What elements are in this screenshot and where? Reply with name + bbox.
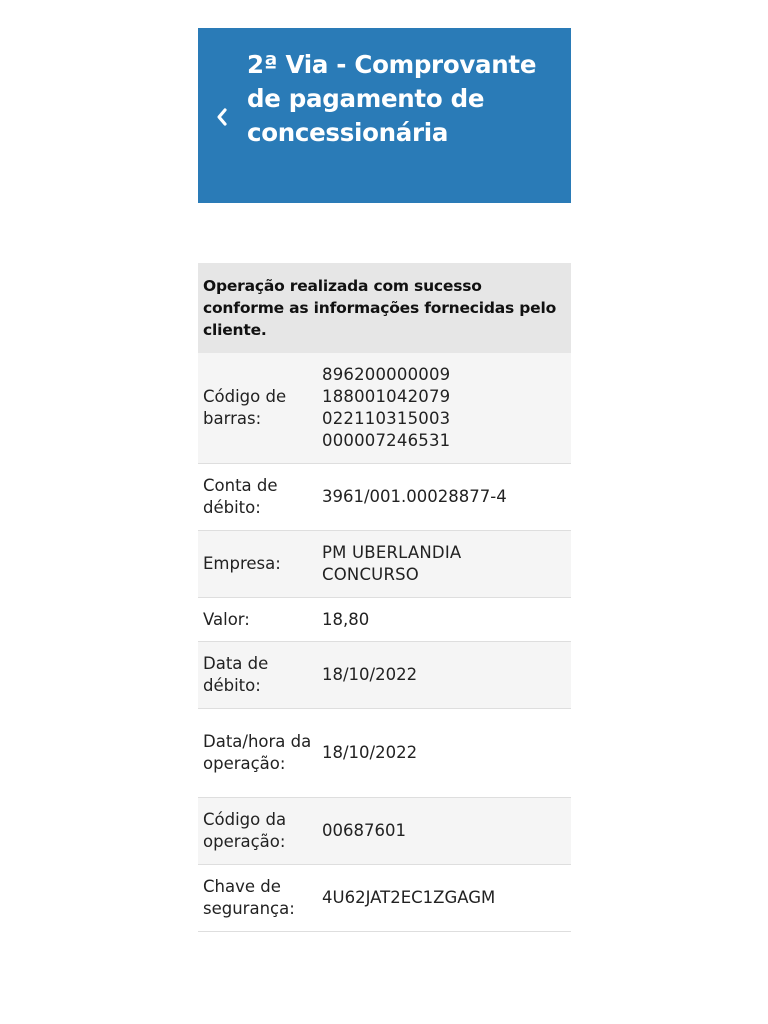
row-label: Data de débito: [203, 654, 269, 695]
barcode-line: 000007246531 [322, 431, 451, 450]
company-value [322, 542, 571, 586]
row-amount [198, 598, 571, 642]
debit-account-value: 3961/001.00028877-4 [322, 487, 507, 506]
row-label: Data/hora da operação: [203, 732, 312, 773]
row-label: Conta de débito: [203, 476, 278, 517]
operation-code-value: 00687601 [322, 821, 406, 840]
row-label: Chave de segurança: [203, 877, 295, 918]
security-key-value: 4U62JAT2EC1ZGAGM [322, 888, 496, 907]
page-header [198, 28, 571, 203]
row-debit-date [198, 642, 571, 709]
row-debit-account [198, 464, 571, 531]
success-message: Operação realizada com sucesso conforme as informações fornecidas pelo cliente. [198, 263, 571, 353]
receipt-panel [198, 263, 571, 932]
row-label: Empresa: [203, 554, 281, 573]
debit-date-value: 18/10/2022 [322, 665, 418, 684]
barcode-line: 896200000009 [322, 365, 451, 384]
row-label: Valor: [203, 609, 250, 629]
back-button[interactable] [208, 100, 236, 134]
row-label: Código de barras: [203, 387, 287, 428]
row-company [198, 531, 571, 598]
company-line: CONCURSO [322, 565, 419, 584]
barcode-value [322, 364, 571, 452]
row-security-key [198, 865, 571, 932]
barcode-line: 022110315003 [322, 409, 451, 428]
chevron-left-icon [215, 107, 229, 127]
company-line: PM UBERLANDIA [322, 543, 462, 562]
row-operation-code [198, 798, 571, 865]
operation-datetime-value: 18/10/2022 [322, 743, 418, 762]
row-label: Código da operação: [203, 810, 287, 851]
barcode-line: 188001042079 [322, 387, 451, 406]
page-title: 2ª Via - Comprovante de pagamento de concessionária [247, 50, 537, 147]
row-barcode [198, 353, 571, 464]
row-operation-datetime [198, 709, 571, 798]
amount-value: 18,80 [322, 609, 370, 629]
